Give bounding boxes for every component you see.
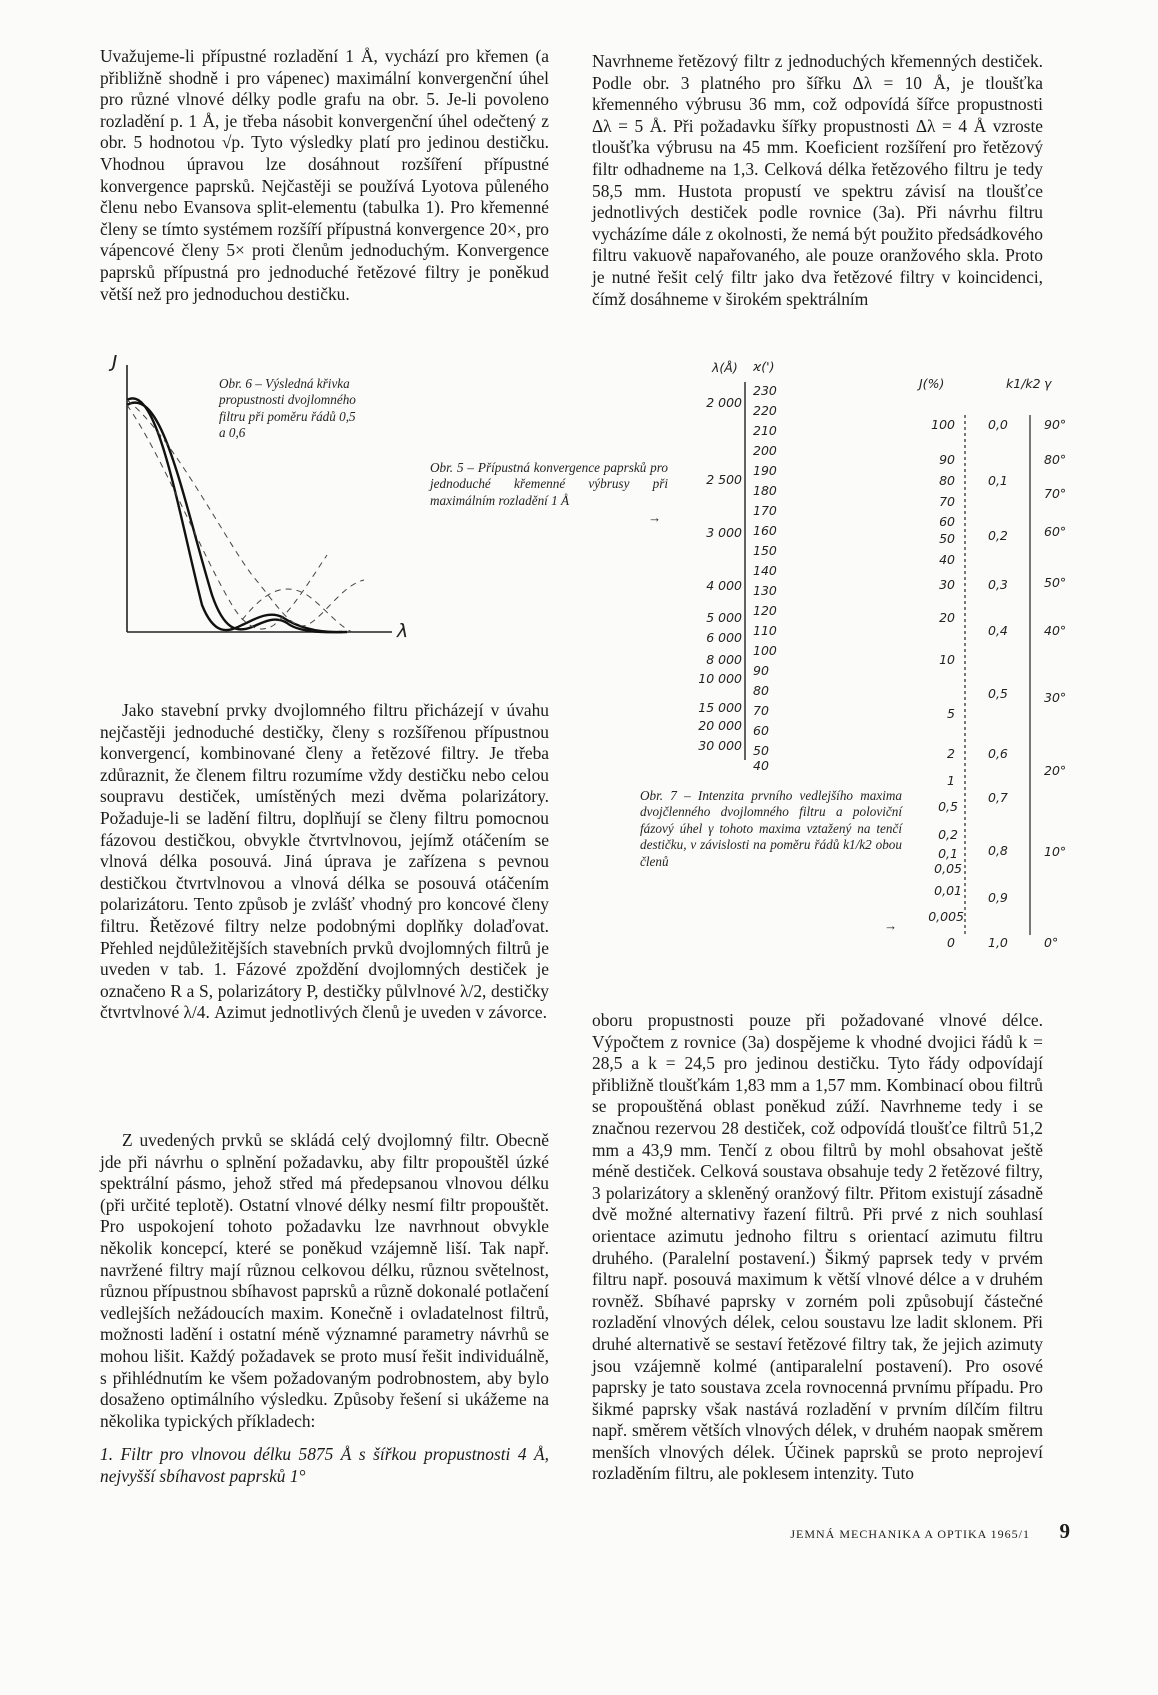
fig5-tick-angle: 190 — [753, 463, 777, 478]
fig7-tick-j: 40 — [939, 552, 955, 567]
fig7-tick-j: 80 — [939, 473, 955, 488]
fig7-tick-gamma: 30° — [1044, 690, 1067, 705]
fig7-tick-j: 20 — [939, 610, 955, 625]
fig7-tick-j: 0,1 — [938, 846, 958, 861]
fig7-tick-k: 0,2 — [988, 528, 1008, 543]
fig5-tick-angle: 220 — [753, 403, 777, 418]
fig5-caption: Obr. 5 – Přípustná konvergence paprsků pro jednoduché křemenné výbrusy při maximálním rozladění 1 Å — [430, 460, 668, 508]
fig5-tick-lambda: 15 000 — [698, 700, 742, 715]
fig7-tick-j: 90 — [939, 452, 955, 467]
fig7-tick-j: 0,05 — [934, 861, 962, 876]
fig7-tick-k: 0,7 — [988, 790, 1008, 805]
fig5-tick-lambda: 2 500 — [706, 472, 742, 487]
fig5-tick-lambda: 4 000 — [706, 578, 742, 593]
fig7-tick-j: 100 — [931, 417, 955, 432]
fig7-tick-j: 50 — [939, 531, 955, 546]
fig7-tick-k: 0,0 — [988, 417, 1008, 432]
fig7-tick-j: 1 — [947, 773, 955, 788]
fig5-tick-lambda: 5 000 — [706, 610, 742, 625]
fig5-tick-angle: 180 — [753, 483, 777, 498]
fig7-g-header: γ — [1044, 376, 1052, 391]
fig5-tick-lambda: 6 000 — [706, 630, 742, 645]
right-column-bottom — [592, 1010, 1043, 1485]
fig7-tick-j: 10 — [939, 652, 955, 667]
fig5-tick-lambda: 8 000 — [706, 652, 742, 667]
fig5-tick-angle: 200 — [753, 443, 777, 458]
fig7-tick-j: 0,2 — [938, 827, 958, 842]
paragraph: Navrhneme řetězový filtr z jednoduchých křemenných destiček. Podle obr. 3 platného pro šířku Δλ = 10 Å, je tloušťka křemenného výbrusu 36 mm, což odpovídá šířce propustnosti Δλ = 5 Å. Při požadavku šířky propustnosti Δλ = 4 Å vzroste tloušťka výbrusu na 45 mm. Koeficient rozšíření pro řetězový filtr odhadneme na 1,3. Celková délka řetězového filtru je tedy 58,5 mm. Hustota propustí ve spektru závisí na tloušťce jednotlivých destiček podle rovnice (3a). Při návrhu filtru vycházíme dále z okolnosti, že nemá být použito předsádkového filtru vakuově napařovaného, ale pouze oranžového skla. Proto je nutné řešit celý filtr jako dva řetězové filtry v koincidenci, čímž dosáhneme v širokém spektrálním — [592, 51, 1043, 309]
fig7-tick-j: 2 — [947, 746, 955, 761]
fig7-tick-gamma: 70° — [1044, 486, 1067, 501]
fig7-tick-gamma: 90° — [1044, 417, 1067, 432]
fig5-tick-angle: 210 — [753, 423, 777, 438]
fig7-tick-k: 0,6 — [988, 746, 1008, 761]
fig5-angle-header: ϰ(') — [753, 359, 775, 374]
fig7-tick-k: 0,9 — [988, 890, 1008, 905]
fig7-tick-j: 60 — [939, 514, 955, 529]
paragraph: oboru propustnosti pouze při požadované vlnové délce. Výpočtem z rovnice (3a) dospějeme k vhodné dvojici řádů k = 28,5 a k = 24,5 pro jedinou destičku. Tyto řády odpovídají přibližně tloušťkám 1,83 mm a 1,57 mm. Kombinací obou filtrů se propouštěná oblast poněkud zúží. Navrhneme tedy i se značnou rezervou 28 destiček, což odpovídá tloušťce filtrů 51,2 mm a 43,9 mm. Tenčí z obou filtrů by mohl obsahovat ještě méně destiček. Celková soustava obsahuje tedy 2 řetězové filtry, 3 polarizátory a skleněný oranžový filtr. Přitom existují zásadně dvě možné alternativy řazení filtrů. Při prvé z nich souhlasí orientace azimutu jednoho filtru s orientací azimutu filtru druhého. (Paralelní postavení.) Šikmý paprsek tedy v prvém filtru např. posouvá maximum k větší vlnové délce a v druhém rovněž. Sbíhavé paprsky v zorném poli způsobují částečné rozladění vlnových délek, celou soustavu lze ladit sklonem. Při druhé alternativě se sestaví řetězové filtry tak, že jejich azimuty jsou vzájemně kolmé (antiparalelní postavení). Pro osové paprsky je tato soustava zcela rovnocenná prvnímu případu. Pro šikmé paprsky však nastává rozladění v prvním dílčím filtru např. směrem větších vlnových délek, v druhém naopak směrem menších vlnových délek. Účinek paprsků se proto neprojeví rozladěním filtru, ale poklesem intenzity. Tuto — [592, 1010, 1043, 1484]
fig7-tick-j: 0,5 — [938, 799, 958, 814]
fig7-tick-gamma: 80° — [1044, 452, 1067, 467]
fig7-tick-gamma: 20° — [1044, 763, 1067, 778]
fig5-tick-lambda: 2 000 — [706, 395, 742, 410]
fig7-tick-gamma: 40° — [1044, 623, 1067, 638]
fig7-k-header: k1/k2 — [1006, 376, 1041, 391]
fig6-caption: Obr. 6 – Výsledná křivka propustnosti dvojlomného filtru při poměru řádů 0,5 a 0,6 — [219, 376, 356, 441]
fig7-tick-k: 0,3 — [988, 577, 1008, 592]
fig7-tick-j: 30 — [939, 577, 955, 592]
page-number: 9 — [1059, 1519, 1070, 1543]
fig5-tick-angle: 150 — [753, 543, 777, 558]
paragraph: Jako stavební prvky dvojlomného filtru přicházejí v úvahu nejčastěji jednoduché destičky, členy s rozšířenou přípustnou konvergencí, kombinované členy a řetězové filtry. Je třeba zdůraznit, že členem filtru rozumíme vždy destičku nebo celou soupravu destiček, umístěných mezi dvěma polarizátory. Požaduje-li se ladění filtru, doplňují se členy filtru pomocnou fázovou destičkou, obvykle čtvrtvlnovou, jejímž otáčením se vlnová délka posouvá. Jiná úprava je zařízena s pevnou destičkou čtvrtvlnovou a vlnová délka se posouvá otáčením polarizátoru. Tento způsob je zvlášť vhodný pro koncové členy filtru. Řetězové filtry nelze podobnými doplňky dolaďovat. Přehled nejdůležitějších stavebních prvků dvojlomných filtrů je uveden v tab. 1. Fázové zpoždění dvojlomných destiček je označeno R a S, polarizátory P, destičky půlvlnové λ/2, destičky čtvrtvlnové λ/4. Azimut jednotlivých členů je uveden v závorce. — [100, 700, 549, 1023]
fig7-tick-gamma: 10° — [1044, 844, 1067, 859]
fig7-tick-k: 0,1 — [988, 473, 1008, 488]
fig7-tick-k: 0,5 — [988, 686, 1008, 701]
fig7-caption: Obr. 7 – Intenzita prvního vedlejšího maxima dvojčlenného dvojlomného filtru a poloviční fázový úhel γ tohoto maxima vztažený na tenčí destičku, v závislosti na poměru řádů k1/k2 obou členů — [640, 788, 902, 869]
fig7-tick-gamma: 0° — [1044, 935, 1059, 950]
fig5-tick-lambda: 10 000 — [698, 671, 742, 686]
fig5-tick-angle: 40 — [753, 758, 769, 773]
fig5-tick-angle: 140 — [753, 563, 777, 578]
fig7-arrow: → — [884, 918, 898, 933]
fig7-tick-k: 0,4 — [988, 623, 1008, 638]
fig7-tick-j: 0 — [947, 935, 955, 950]
fig7-tick-gamma: 60° — [1044, 524, 1067, 539]
fig7-tick-j: 0,01 — [934, 883, 962, 898]
fig5-tick-angle: 160 — [753, 523, 777, 538]
fig5-tick-angle: 60 — [753, 723, 769, 738]
fig7-tick-j: 0,005 — [928, 909, 964, 924]
fig5-tick-lambda: 20 000 — [698, 718, 742, 733]
paragraph: Uvažujeme-li přípustné rozladění 1 Å, vychází pro křemen (a přibližně shodně i pro vápenec) maximální konvergenční úhel pro různé vlnové délky podle grafu na obr. 5. Je-li povoleno rozladění p. 1 Å, je třeba násobit konvergenční úhel odečtený z obr. 5 hodnotou √p. Tyto výsledky platí pro jedinou destičku. Vhodnou úpravou lze dosáhnout rozšíření přípustné konvergence paprsků. Nejčastěji se používá Lyotova půleného členu nebo Evansova split-elementu (tabulka 1). Pro křemenné členy se tímto systémem rozšíří přípustná konvergence 20×, pro vápencové členy 5× proti členům jednoduchým. Konvergence paprsků přípustná pro jednoduché řetězové filtry je poněkud větší než pro jednoduchou destičku. — [100, 46, 549, 304]
left-column-middle — [100, 700, 549, 1024]
left-column-bottom — [100, 1130, 549, 1488]
fig7-tick-k: 0,8 — [988, 843, 1008, 858]
fig5-tick-lambda: 30 000 — [698, 738, 742, 753]
right-column-top — [592, 51, 1043, 310]
fig5-tick-angle: 130 — [753, 583, 777, 598]
fig5-tick-angle: 100 — [753, 643, 777, 658]
fig5-lambda-header: λ(Å) — [712, 360, 738, 375]
fig5-tick-angle: 90 — [753, 663, 769, 678]
fig7-tick-j: 70 — [939, 494, 955, 509]
fig5-tick-lambda: 3 000 — [706, 525, 742, 540]
fig5-tick-angle: 70 — [753, 703, 769, 718]
left-column-top — [100, 46, 549, 305]
fig5-tick-angle: 120 — [753, 603, 777, 618]
fig7-j-header: J(%) — [919, 376, 945, 391]
figure-7-nomogram — [920, 370, 1080, 960]
fig6-xlabel: λ — [397, 620, 409, 642]
example-heading: 1. Filtr pro vlnovou délku 5875 Å s šířkou propustnosti 4 Å, nejvyšší sbíhavost paprsků 1° — [100, 1444, 549, 1486]
fig5-tick-angle: 230 — [753, 383, 777, 398]
paragraph: Z uvedených prvků se skládá celý dvojlomný filtr. Obecně jde při návrhu o splnění požadavku, aby filtr propouštěl úzké spektrální pásmo, jehož střed má předepsanou vlnovou délku (při určité teplotě). Ostatní vlnové délky nesmí filtr propouštět. Pro uspokojení tohoto požadavku lze navrhnout obvykle několik koncepcí, které se poněkud vzájemně liší. Tak např. navržené filtry mají různou celkovou délku, různou světelnost, různou přípustnou sbíhavost paprsků a různě dokonalé potlačení vedlejších nežádoucích maxim. Konečně i ovladatelnost filtrů, možnosti ladění i ostatní méně významné parametry návrhů se mohou lišit. Každý požadavek se proto musí řešit individuálně, s přihlédnutím ke všem požadovaným podrobnostem, aby bylo dosaženo optimálního výsledku. Způsoby řešení si ukážeme na několika typických příkladech: — [100, 1130, 549, 1431]
fig5-tick-angle: 80 — [753, 683, 769, 698]
fig5-tick-angle: 170 — [753, 503, 777, 518]
fig6-ylabel: J — [112, 355, 118, 372]
fig7-tick-gamma: 50° — [1044, 575, 1067, 590]
footer-journal: JEMNÁ MECHANIKA A OPTIKA 1965/1 — [790, 1527, 1030, 1541]
fig5-tick-angle: 110 — [753, 623, 777, 638]
fig5-arrow: → — [648, 510, 662, 525]
fig7-tick-j: 5 — [947, 706, 955, 721]
figure-5-nomogram — [690, 359, 810, 773]
fig5-tick-angle: 50 — [753, 743, 769, 758]
fig7-tick-k: 1,0 — [988, 935, 1008, 950]
